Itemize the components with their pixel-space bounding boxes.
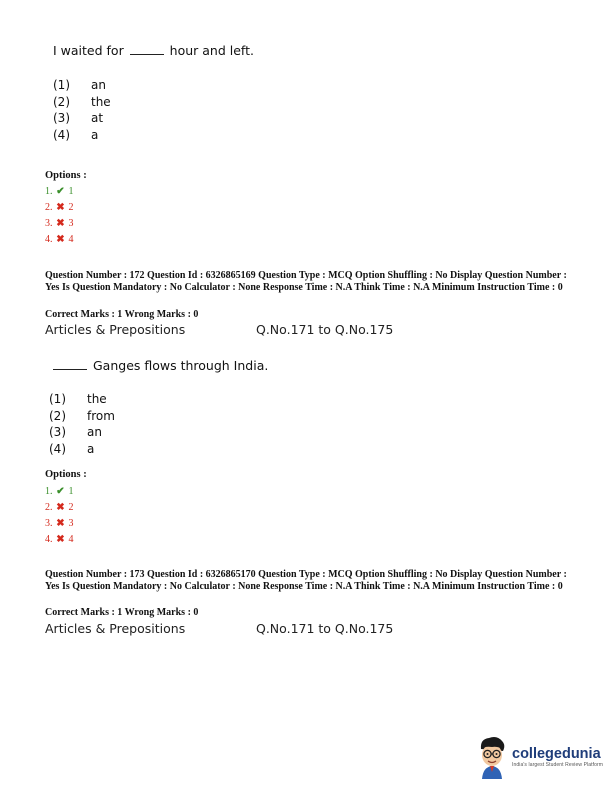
question-meta: Question Number : 173 Question Id : 6326865170 Question Type : MCQ Option Shuffling : No Display Question Number : Yes Is Question Mandatory : No Calculator : None Response Time : N.A Think Time : N.A Minimum Instruction Time : 0 <box>45 569 567 592</box>
option-item <box>45 184 74 200</box>
option-index: 2. <box>45 502 53 513</box>
options-heading: Options : <box>45 170 87 181</box>
choice-item <box>53 127 111 144</box>
option-value: 2 <box>68 202 74 213</box>
check-icon: ✔ <box>56 186 65 197</box>
option-index: 3. <box>45 218 53 229</box>
option-item <box>45 484 74 500</box>
answer-blank <box>130 44 164 55</box>
question-text-before: I waited for <box>53 43 124 58</box>
choice-number: (2) <box>49 408 66 423</box>
option-item <box>45 500 74 516</box>
options-heading: Options : <box>45 469 87 480</box>
option-item <box>45 532 74 548</box>
choice-number: (3) <box>49 425 66 439</box>
option-item <box>45 216 74 232</box>
option-index: 3. <box>45 518 53 529</box>
option-index: 4. <box>45 534 53 545</box>
choice-text: a <box>87 441 95 456</box>
choice-item <box>49 441 115 458</box>
choice-text: an <box>91 78 106 92</box>
section-title: Articles & Prepositions <box>45 621 186 636</box>
logo-wordmark: collegedunia <box>512 746 601 762</box>
choice-list <box>49 391 115 457</box>
option-index: 1. <box>45 486 53 497</box>
option-index: 1. <box>45 186 53 197</box>
choice-text: at <box>91 111 104 125</box>
cross-icon: ✖ <box>56 202 65 213</box>
section-title: Articles & Prepositions <box>45 322 186 337</box>
option-index: 4. <box>45 234 53 245</box>
option-value: 2 <box>68 502 74 513</box>
question-range: Q.No.171 to Q.No.175 <box>256 621 394 636</box>
option-item <box>45 200 74 216</box>
question-text <box>53 43 254 58</box>
option-item <box>45 232 74 248</box>
choice-text: a <box>91 127 99 142</box>
question-text-after: hour and left. <box>169 43 254 58</box>
cross-icon: ✖ <box>56 534 65 545</box>
question-meta: Question Number : 172 Question Id : 6326865169 Question Type : MCQ Option Shuffling : No Display Question Number : Yes Is Question Mandatory : No Calculator : None Response Time : N.A Think Time : N.A Minimum Instruction Time : 0 <box>45 270 567 293</box>
check-icon: ✔ <box>56 486 65 497</box>
choice-text: from <box>87 408 115 423</box>
choice-item <box>49 391 115 408</box>
cross-icon: ✖ <box>56 218 65 229</box>
collegedunia-logo <box>475 735 603 779</box>
choice-number: (4) <box>53 127 70 142</box>
choice-number: (1) <box>53 78 70 92</box>
choice-list <box>53 77 111 143</box>
choice-item <box>49 424 115 441</box>
choice-text: the <box>91 94 111 109</box>
logo-tagline: India's largest Student Review Platform <box>512 762 604 768</box>
cross-icon: ✖ <box>56 502 65 513</box>
option-value: 1 <box>68 486 74 497</box>
option-value: 4 <box>68 234 74 245</box>
marks-info: Correct Marks : 1 Wrong Marks : 0 <box>45 607 199 618</box>
option-value: 3 <box>68 218 74 229</box>
answer-blank <box>53 359 87 370</box>
cross-icon: ✖ <box>56 518 65 529</box>
marks-info: Correct Marks : 1 Wrong Marks : 0 <box>45 309 199 320</box>
choice-text: the <box>87 392 107 406</box>
choice-item <box>53 94 111 111</box>
option-item <box>45 516 74 532</box>
question-range: Q.No.171 to Q.No.175 <box>256 322 394 337</box>
option-index: 2. <box>45 202 53 213</box>
cross-icon: ✖ <box>56 234 65 245</box>
choice-number: (2) <box>53 94 70 109</box>
options-list <box>45 484 74 548</box>
choice-number: (1) <box>49 392 66 406</box>
choice-item <box>53 110 111 127</box>
option-value: 3 <box>68 518 74 529</box>
choice-item <box>53 77 111 94</box>
choice-number: (4) <box>49 441 66 456</box>
option-value: 1 <box>68 186 74 197</box>
options-list <box>45 184 74 248</box>
question-text <box>53 358 268 373</box>
choice-number: (3) <box>53 111 70 125</box>
question-text-after: Ganges flows through India. <box>92 358 269 373</box>
choice-item <box>49 408 115 425</box>
mascot-icon <box>475 735 509 779</box>
choice-text: an <box>87 425 102 439</box>
option-value: 4 <box>68 534 74 545</box>
